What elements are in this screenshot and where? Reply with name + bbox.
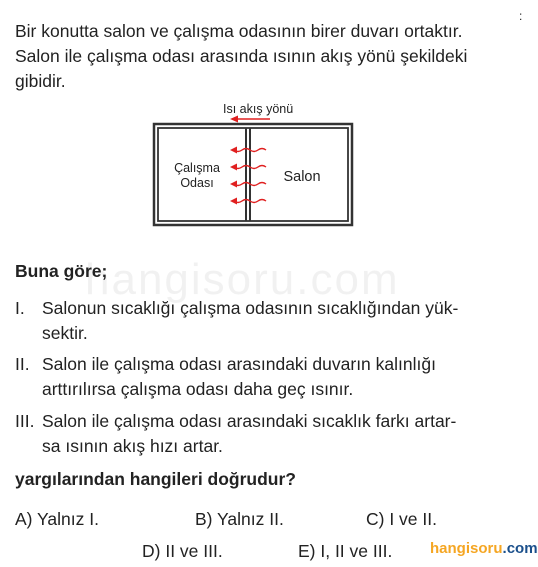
intro-line-2: Salon ile çalışma odası arasında ısının akış yönü şekildeki	[15, 46, 468, 66]
corner-mark: :	[519, 9, 523, 23]
option-b[interactable]: B) Yalnız II.	[195, 509, 284, 529]
intro-line-3: gibidir.	[15, 71, 66, 91]
option-c[interactable]: C) I ve II.	[366, 509, 437, 529]
statement-2-num: II.	[15, 354, 30, 374]
heat-flow-figure	[150, 95, 360, 230]
statement-1-line-2: sektir.	[42, 323, 88, 343]
statement-1-line-1: Salonun sıcaklığı çalışma odasının sıcaklığından yük-	[42, 298, 459, 318]
statement-1-num: I.	[15, 298, 25, 318]
statement-3-line-1: Salon ile çalışma odası arasındaki sıcaklık farkı artar-	[42, 411, 457, 431]
right-room-label: Salon	[283, 169, 321, 185]
option-a[interactable]: A) Yalnız I.	[15, 509, 99, 529]
left-room-label-1: Çalışma	[174, 161, 220, 175]
statement-2-line-2: arttırılırsa çalışma odası daha geç ısınır.	[42, 379, 354, 399]
intro-line-1: Bir konutta salon ve çalışma odasının birer duvarı ortaktır.	[15, 21, 463, 41]
prompt: Buna göre;	[15, 261, 108, 281]
watermark: hangisoru.com	[85, 255, 400, 304]
option-e[interactable]: E) I, II ve III.	[298, 541, 393, 561]
statement-3-num: III.	[15, 411, 35, 431]
brand-logo: hangisoru.com	[430, 540, 538, 557]
statement-2-line-1: Salon ile çalışma odası arasındaki duvarın kalınlığı	[42, 354, 436, 374]
statement-3-line-2: sa ısının akış hızı artar.	[42, 436, 223, 456]
question-ask: yargılarından hangileri doğrudur?	[15, 469, 296, 489]
flow-arrow-icon	[230, 116, 270, 123]
option-d[interactable]: D) II ve III.	[142, 541, 223, 561]
flow-label: Isı akış yönü	[223, 102, 294, 116]
left-room-label-2: Odası	[180, 176, 214, 190]
heat-wave-arrows	[230, 147, 266, 205]
